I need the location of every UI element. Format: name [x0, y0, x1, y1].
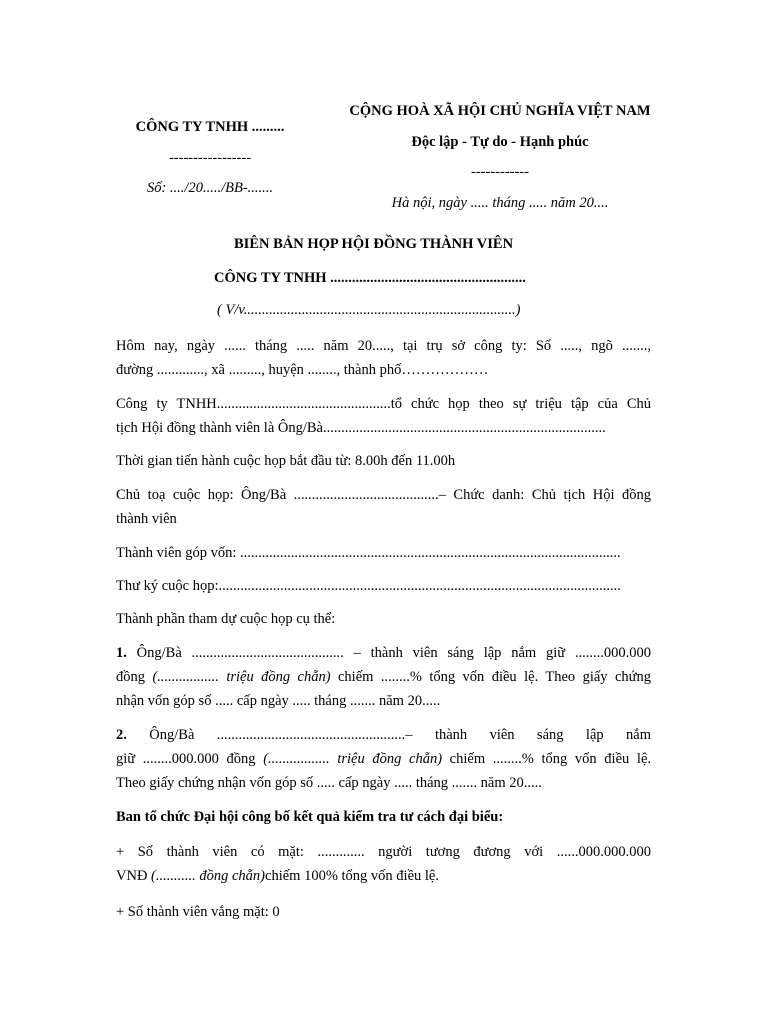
- member-text: chiếm 100% tổng vốn điều lệ.: [265, 868, 439, 884]
- paragraph-line: + Số thành viên có mặt: ............. người tương đương với ......000.000.000: [116, 844, 651, 860]
- paragraph-line: Theo giấy chứng nhận vốn góp số ..... cấp ngày ..... tháng ....... năm 20.....: [116, 775, 542, 791]
- paragraph-line: Công ty TNHH................................................tổ chức họp theo sự triệu tập của Chủ: [116, 396, 651, 412]
- document-subtitle: CÔNG TY TNHH ......................................................: [214, 270, 526, 286]
- absent-members-paragraph: [116, 900, 651, 924]
- member-text-italic: (........... đồng chẵn): [151, 868, 266, 884]
- company-divider: -----------------: [168, 150, 252, 166]
- member-text-italic: (................. triệu đồng chẵn): [152, 669, 331, 685]
- member-text: chiếm ........% tổng vốn điều lệ. Theo giấy chứng: [330, 669, 651, 685]
- motto-divider: ------------: [471, 164, 529, 180]
- member-text-italic: (................. triệu đồng chẵn): [263, 751, 443, 767]
- paragraph-line: Ban tổ chức Đại hội công bố kết quả kiểm tra tư cách đại biểu:: [116, 809, 504, 825]
- paragraph-line: + Số thành viên vắng mặt: 0: [116, 904, 280, 920]
- member-text: chiếm ........% tổng vốn điều lệ.: [442, 751, 652, 767]
- paragraph-line: Hôm nay, ngày ...... tháng ..... năm 20....., tại trụ sở công ty: Số ....., ngõ .......,: [116, 338, 651, 354]
- attendees-heading: [116, 607, 651, 631]
- document-title: BIÊN BẢN HỌP HỘI ĐỒNG THÀNH VIÊN: [234, 236, 514, 252]
- contributing-members-paragraph: [116, 541, 651, 565]
- place-date: Hà nội, ngày ..... tháng ..... năm 20....: [391, 195, 609, 211]
- paragraph-line: Thành viên góp vốn: .........................................................................................................: [116, 545, 621, 561]
- document-number: Số: ..../20...../BB-.......: [146, 180, 274, 196]
- present-members-paragraph: [116, 840, 651, 888]
- member-text: Ông/Bà ....................................................– thành viên sáng lập nắm: [126, 727, 651, 743]
- member-text: giữ ........000.000 đồng: [116, 751, 264, 767]
- company-name: CÔNG TY TNHH .........: [135, 119, 285, 135]
- paragraph-line: [116, 864, 651, 888]
- paragraph-line: [116, 665, 651, 689]
- convening-paragraph: [116, 392, 651, 440]
- paragraph-line: [116, 723, 651, 747]
- member-number: 2.: [116, 727, 127, 743]
- member-text: Ông/Bà .......................................... – thành viên sáng lập nắm giữ ........000.000: [126, 645, 651, 661]
- chairperson-paragraph: [116, 483, 651, 531]
- paragraph-line: Thời gian tiến hành cuộc họp bắt đầu từ: 8.00h đến 11.00h: [116, 453, 456, 469]
- paragraph-line: [116, 641, 651, 665]
- paragraph-line: tịch Hội đồng thành viên là Ông/Bà..............................................................................: [116, 420, 606, 436]
- meeting-time-paragraph: [116, 449, 651, 473]
- member-1-paragraph: [116, 641, 651, 713]
- paragraph-line: Thư ký cuộc họp:...............................................................................................................: [116, 578, 621, 594]
- meeting-date-paragraph: [116, 334, 651, 382]
- paragraph-line: Chủ toạ cuộc họp: Ông/Bà ........................................– Chức danh: Chủ tịch Hội đồng: [116, 487, 651, 503]
- member-2-paragraph: [116, 723, 651, 795]
- member-text: đồng: [116, 669, 153, 685]
- secretary-paragraph: [116, 574, 651, 598]
- member-text: VNĐ: [116, 868, 152, 884]
- credentials-heading: [116, 805, 651, 829]
- paragraph-line: đường ............., xã ........., huyện ........, thành phố………………: [116, 362, 489, 378]
- national-motto: Độc lập - Tự do - Hạnh phúc: [411, 134, 589, 150]
- document-subject: ( V/v...........................................................................): [217, 302, 521, 318]
- paragraph-line: nhận vốn góp số ..... cấp ngày ..... tháng ....... năm 20.....: [116, 693, 441, 709]
- paragraph-line: [116, 747, 651, 771]
- national-title: CỘNG HOÀ XÃ HỘI CHỦ NGHĨA VIỆT NAM: [349, 103, 651, 119]
- member-number: 1.: [116, 645, 127, 661]
- paragraph-line: thành viên: [116, 511, 177, 527]
- paragraph-line: Thành phần tham dự cuộc họp cụ thể:: [116, 611, 336, 627]
